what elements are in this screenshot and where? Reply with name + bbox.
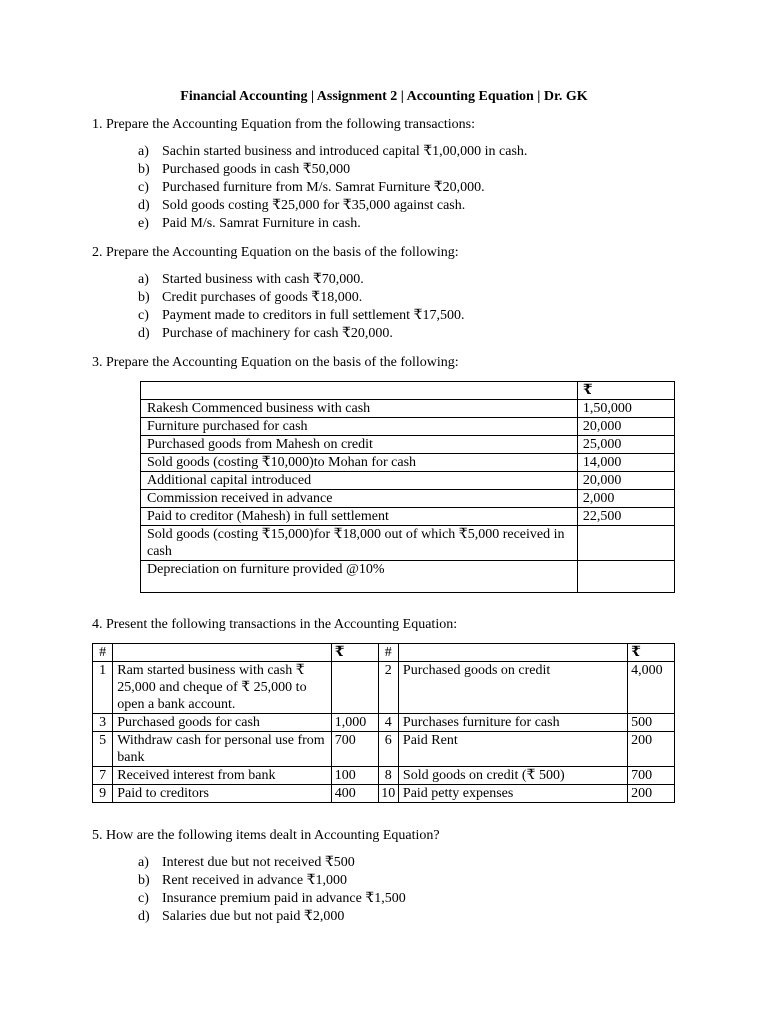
q3-heading: 3. Prepare the Accounting Equation on the basis of the following: — [92, 355, 459, 370]
list-item: c) Purchased furniture from M/s. Samrat Furniture ₹20,000. — [138, 180, 485, 195]
table-row: 5 Withdraw cash for personal use from bank 700 6 Paid Rent 200 — [93, 732, 675, 767]
q4-table — [92, 643, 675, 803]
list-item: a) Sachin started business and introduced capital ₹1,00,000 in cash. — [138, 144, 528, 159]
table-row: Rakesh Commenced business with cash 1,50,000 — [141, 400, 675, 418]
table-header-row: # ₹ # ₹ — [93, 644, 675, 662]
table-row: Paid to creditor (Mahesh) in full settlement 22,500 — [141, 508, 675, 526]
table-row: Additional capital introduced 20,000 — [141, 472, 675, 490]
table-row: Depreciation on furniture provided @10% — [141, 561, 675, 593]
table-row: 1 Ram started business with cash ₹ 25,000 and cheque of ₹ 25,000 to open a bank account. 2 Purchased goods on credit 4,000 — [93, 662, 675, 714]
table-row: 9 Paid to creditors 400 10 Paid petty expenses 200 — [93, 785, 675, 803]
list-item: a) Interest due but not received ₹500 — [138, 855, 355, 870]
list-item: d) Sold goods costing ₹25,000 for ₹35,000 against cash. — [138, 198, 466, 213]
table-row: 7 Received interest from bank 100 8 Sold goods on credit (₹ 500) 700 — [93, 767, 675, 785]
q3-table — [140, 381, 675, 593]
list-item: d) Purchase of machinery for cash ₹20,000. — [138, 326, 393, 341]
q1-heading: 1. Prepare the Accounting Equation from the following transactions: — [92, 117, 475, 132]
list-item: e) Paid M/s. Samrat Furniture in cash. — [138, 216, 361, 231]
table-header-row — [141, 382, 675, 400]
q2-list — [138, 271, 464, 343]
list-item: b) Purchased goods in cash ₹50,000 — [138, 162, 351, 177]
q5-list — [138, 854, 406, 926]
table-row: Purchased goods from Mahesh on credit 25,000 — [141, 436, 675, 454]
table-row: Sold goods (costing ₹15,000)for ₹18,000 out of which ₹5,000 received in cash — [141, 526, 675, 561]
list-item: b) Rent received in advance ₹1,000 — [138, 873, 348, 888]
q4-heading: 4. Present the following transactions in the Accounting Equation: — [92, 617, 458, 632]
list-item: d) Salaries due but not paid ₹2,000 — [138, 909, 345, 924]
currency-header: ₹ — [577, 382, 674, 400]
table-row: Furniture purchased for cash 20,000 — [141, 418, 675, 436]
q1-list — [138, 143, 527, 233]
document-title: Financial Accounting | Assignment 2 | Accounting Equation | Dr. GK — [180, 89, 588, 104]
q2-heading: 2. Prepare the Accounting Equation on the basis of the following: — [92, 245, 459, 260]
table-row: 3 Purchased goods for cash 1,000 4 Purchases furniture for cash 500 — [93, 714, 675, 732]
table-row: Sold goods (costing ₹10,000)to Mohan for cash 14,000 — [141, 454, 675, 472]
list-item: c) Insurance premium paid in advance ₹1,500 — [138, 891, 406, 906]
list-item: c) Payment made to creditors in full settlement ₹17,500. — [138, 308, 465, 323]
list-item: b) Credit purchases of goods ₹18,000. — [138, 290, 363, 305]
list-item: a) Started business with cash ₹70,000. — [138, 272, 364, 287]
table-row: Commission received in advance 2,000 — [141, 490, 675, 508]
q5-heading: 5. How are the following items dealt in Accounting Equation? — [92, 828, 440, 843]
